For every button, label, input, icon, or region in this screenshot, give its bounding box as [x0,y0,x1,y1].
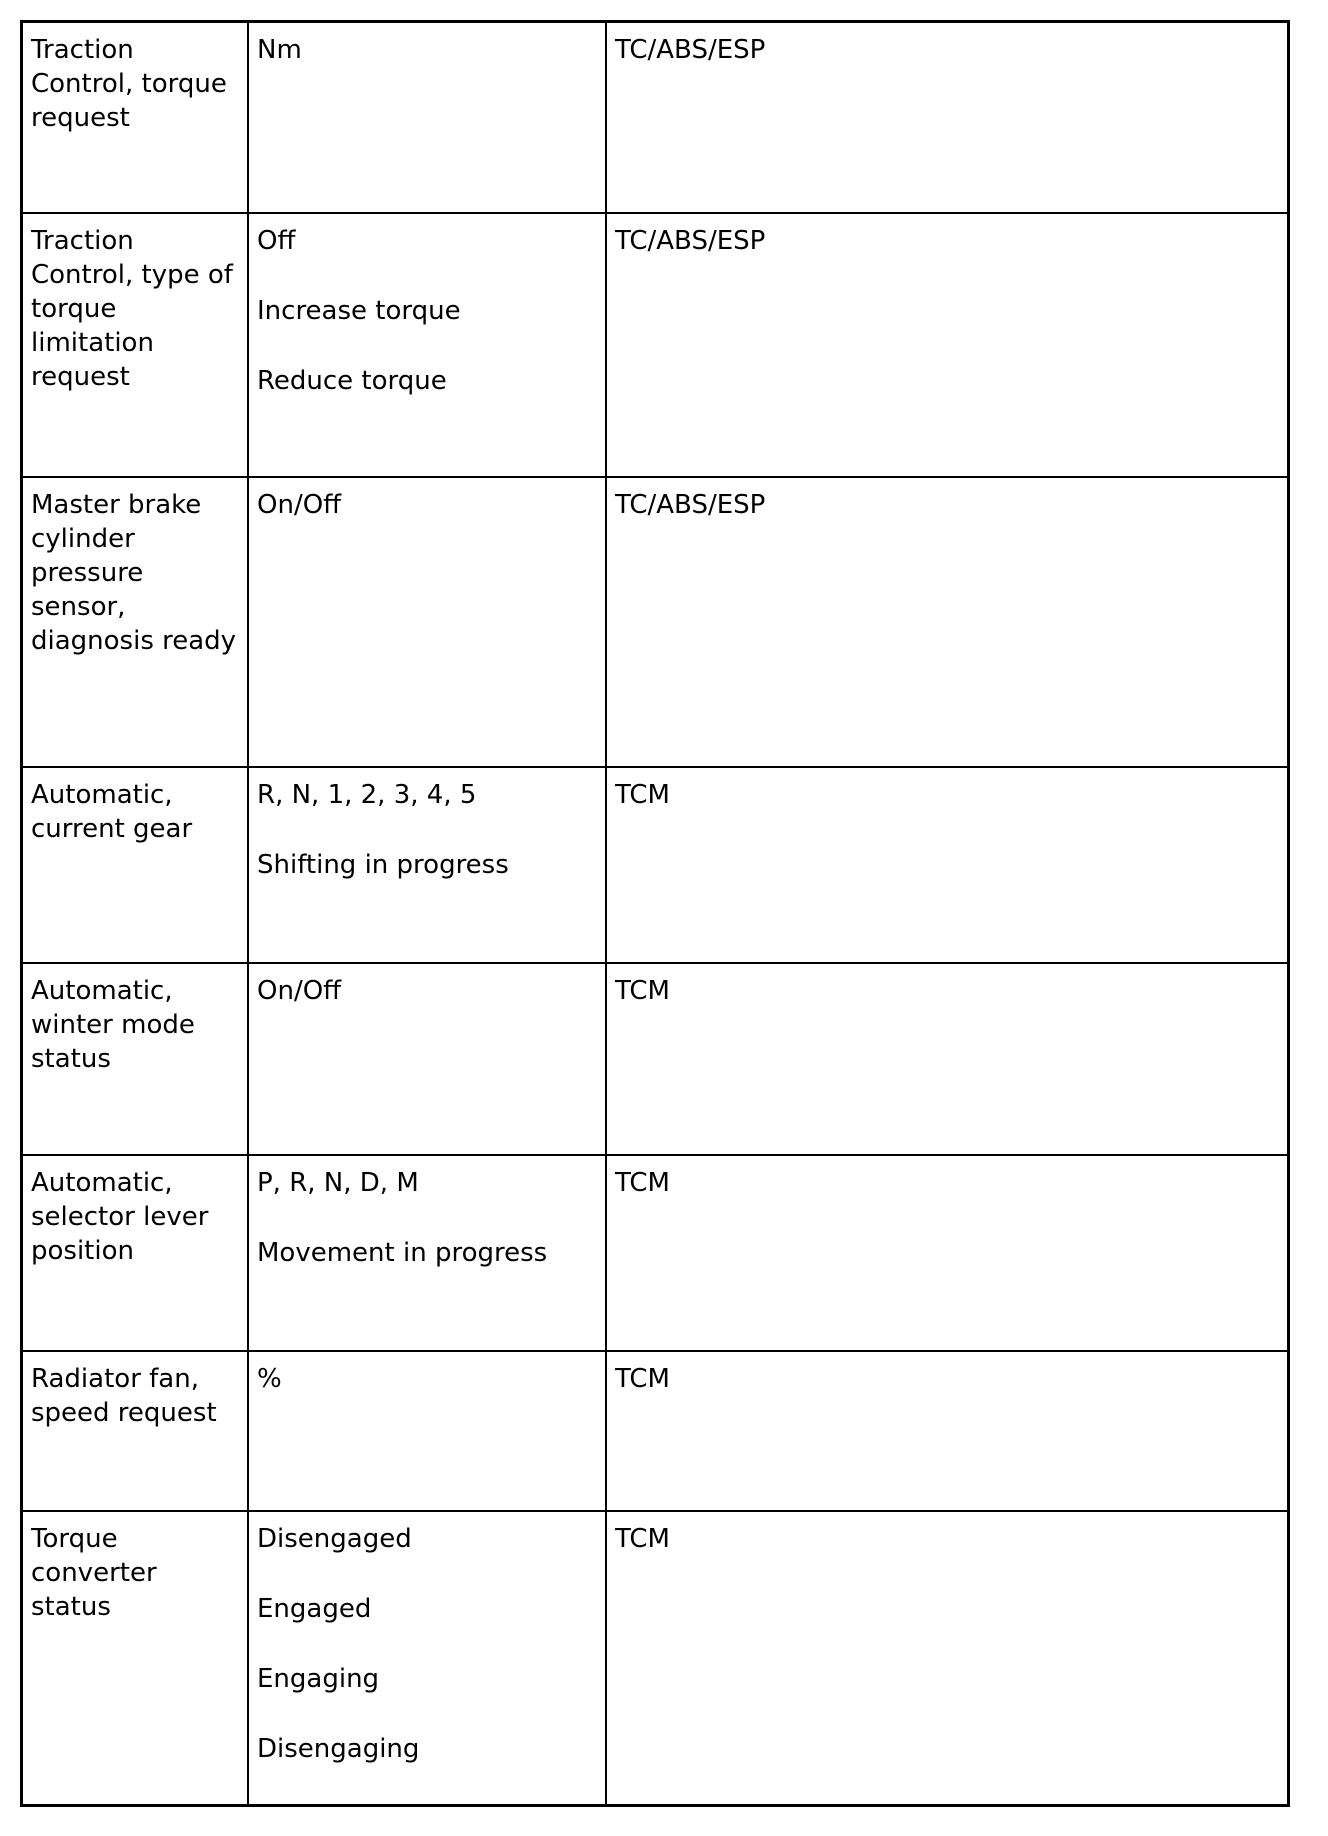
signal-value: Increase torque [257,296,461,326]
signal-table [23,23,1287,1804]
signal-values-cell [248,477,606,767]
signal-name-cell: Automatic, selector lever position [23,1155,248,1351]
signal-name-cell: Automatic, winter mode status [23,963,248,1155]
table-row [23,963,1287,1155]
signal-name-cell: Traction Control, type of torque limitation request [23,213,248,477]
signal-name-cell: Automatic, current gear [23,767,248,963]
signal-source-cell: TCM [606,1351,1287,1511]
signal-value: Reduce torque [257,366,447,396]
signal-source-cell: TCM [606,1155,1287,1351]
table-row [23,767,1287,963]
signal-value: On/Off [257,490,342,520]
table-row [23,213,1287,477]
table-row [23,1351,1287,1511]
signal-value: % [257,1364,282,1394]
signal-values-cell [248,1155,606,1351]
signal-source-cell: TCM [606,963,1287,1155]
signal-value: Engaged [257,1594,372,1624]
signal-values-cell [248,963,606,1155]
signal-source-cell: TC/ABS/ESP [606,23,1287,213]
table-row [23,1511,1287,1804]
signal-values-cell [248,1511,606,1804]
signal-value: P, R, N, D, M [257,1168,419,1198]
signal-name-cell: Master brake cylinder pressure sensor, diagnosis ready [23,477,248,767]
signal-source-cell: TC/ABS/ESP [606,477,1287,767]
signal-value: Off [257,226,296,256]
table-row [23,477,1287,767]
signal-name-cell: Torque converter status [23,1511,248,1804]
table-row [23,23,1287,213]
signal-source-cell: TCM [606,767,1287,963]
table-row [23,1155,1287,1351]
signal-values-cell [248,767,606,963]
signal-value: Nm [257,35,302,65]
signal-value: R, N, 1, 2, 3, 4, 5 [257,780,477,810]
signal-source-cell: TCM [606,1511,1287,1804]
signal-name-cell: Radiator fan, speed request [23,1351,248,1511]
signal-values-cell [248,213,606,477]
signal-values-cell [248,23,606,213]
signal-values-cell [248,1351,606,1511]
signal-value: On/Off [257,976,342,1006]
signal-name-cell: Traction Control, torque request [23,23,248,213]
signal-value: Engaging [257,1664,380,1694]
signal-value: Disengaged [257,1524,412,1554]
signal-source-cell: TC/ABS/ESP [606,213,1287,477]
signal-value: Movement in progress [257,1238,548,1268]
signal-value: Shifting in progress [257,850,509,880]
signal-table-frame [20,20,1290,1807]
signal-value: Disengaging [257,1734,420,1764]
